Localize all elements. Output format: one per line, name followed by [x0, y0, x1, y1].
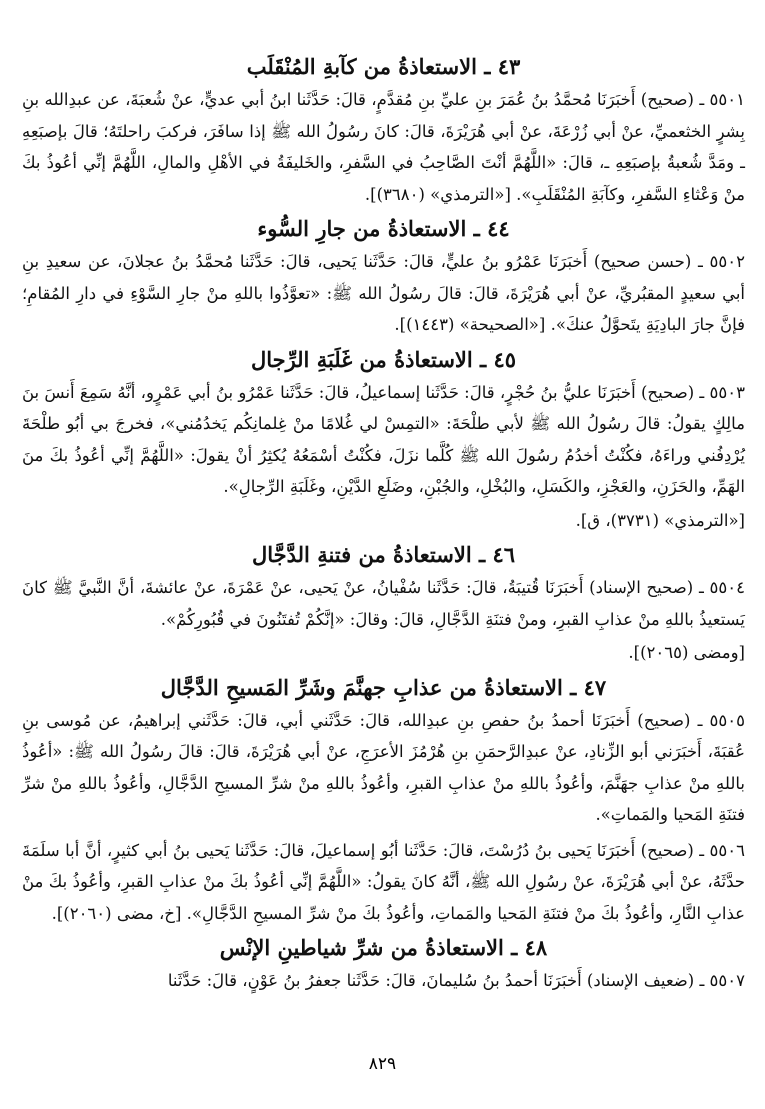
section-heading-47: ٤٧ ـ الاستعاذةُ من عذابِ جهنَّمَ وشَرِّ المَسيحِ الدَّجَّال: [160, 674, 607, 700]
section-heading-46: ٤٦ ـ الاستعاذةُ من فتنةِ الدَّجَّال: [252, 542, 515, 567]
section-heading-43: ٤٣ ـ الاستعاذةُ من كآبةِ المُنْقَلَب: [246, 54, 521, 79]
hadith-5505: ٥٥٠٥ ـ (صحيح) أَخبَرَنَا أحمدُ بنُ حفصِ بنِ عبدِالله، قالَ: حَدَّثَني أبي، قالَ: حَدَّثَني إبراهيمُ، عن مُوسى بنِ عُقبَةَ، أَخبَرَني أبو الزِّنادِ، عنْ عبدِالرَّحمَنِ بنِ هُرْمُزَ الأعرَجِ، عنْ أبي هُرَيْرَةَ، قالَ: قالَ رسُولُ الله ﷺ: «أعُوذُ باللهِ منْ عذابِ جهَنَّمَ، وأعُوذُ باللهِ منْ عذابِ القبرِ، وأعُوذُ باللهِ منْ شرِّ المسيحِ الدَّجَّالِ، وأعُوذُ باللهِ منْ شرِّ فتنَةِ المَحيا والمَماتِ».: [22, 710, 745, 824]
hadith-5503: ٥٥٠٣ ـ (صحيح) أَخبَرَنَا عليُّ بنُ حُجْرٍ، قالَ: حَدَّثَنا إسماعيلُ، قالَ: حَدَّثَنا عَمْرُو بنُ أبي عَمْرٍو، أنَّهُ سَمِعَ أَنسَ بنَ مالِكٍ يقولُ: قالَ رسُولُ الله ﷺ لأبي طلْحَةَ: «التمِسْ لي غُلامًا منْ غِلمانِكُم يَخدُمُني»، فخرجَ بي أبُو طلْحَةَ يُرْدِفُني وراءَهُ، فكُنْتُ أخدُمُ رسُولَ الله ﷺ كُلَّما نزَلَ، فكُنْتُ أسْمَعُهُ يُكثِرُ أنْ يقولَ: «اللَّهُمَّ إنِّي أعُوذُ بكَ منَ الهَمِّ، والحَزَنِ، والعَجْزِ، والكَسَلِ، والبُخْلِ، والجُبْنِ، وضَلَعِ الدَّيْنِ، وغَلَبَةِ الرِّجالِ».: [22, 382, 745, 496]
section-heading-44: ٤٤ ـ الاستعاذةُ من جارِ السُّوء: [257, 216, 510, 241]
hadith-5504: ٥٥٠٤ ـ (صحيح الإسناد) أَخبَرَنَا قُتيبَةُ، قالَ: حَدَّثَنا سُفْيانُ، عنْ يَحيى، عنْ عَمْرَةَ، عنْ عائشةَ، أنَّ النَّبيَّ ﷺ كانَ يَستعيذُ باللهِ منْ عذابِ القبرِ، ومنْ فتنَةِ الدَّجَّالِ، قالَ: وقالَ: «إنَّكُمْ تُفتَنُونَ في قُبُورِكُمْ».: [22, 578, 745, 629]
hadith-5501: ٥٥٠١ ـ (صحيح) أَخبَرَنَا مُحمَّدُ بنُ عُمَرَ بنِ عليِّ بنِ مُقدَّمٍ، قالَ: حَدَّثَنا ابنُ أبي عديٍّ، عنْ شُعبَةَ، عن عبدِالله بنِ بِشرٍ الخثعميِّ، عنْ أبي زُرْعَةَ، عنْ أبي هُرَيْرَةَ، قالَ: كانَ رسُولُ الله ﷺ إذا سافَرَ، فركبَ راحلتَهُ؛ قالَ بإصبَعِهِ ـ ومَدَّ شُعبةُ بإصبَعِهِ ـ، قالَ: «اللَّهُمَّ أنْتَ الصَّاحِبُ في السَّفرِ، والخَليفَةُ في الأهْلِ والمالِ، اللَّهُمَّ إنِّي أعُوذُ بكَ منْ وَعْثاءِ السَّفرِ، وكآبَةِ المُنْقَلَبِ». [«الترمذي» (٣٦٨٠)].: [22, 90, 745, 204]
hadith-5502: ٥٥٠٢ ـ (حسن صحيح) أَخبَرَنَا عَمْرُو بنُ عليٍّ، قالَ: حَدَّثَنا يَحيى، قالَ: حَدَّثَنا مُحمَّدُ بنُ عجلانَ، عن سعيدِ بنِ أبي سعيدٍ المقبُريِّ، عنْ أبي هُرَيْرَةَ، قالَ: قالَ رسُولُ الله ﷺ: «تعوَّذُوا باللهِ منْ جارِ السَّوْءِ في دارِ المُقامِ؛ فإنَّ جارَ البادِيَةِ يتَحوَّلُ عنكَ». [«الصحيحة» (١٤٤٣)].: [22, 252, 745, 334]
hadith-5506: ٥٥٠٦ ـ (صحيح) أَخبَرَنَا يَحيى بنُ دُرُسْتَ، قالَ: حَدَّثَنا أبُو إسماعيلَ، قالَ: حَدَّثَنا يَحيى بنُ أبي كثيرٍ، أنَّ أبا سلَمَةَ حدَّثَهُ، عنْ أبي هُرَيْرَةَ، عنْ رسُولِ الله ﷺ، أنَّهُ كانَ يقولُ: «اللَّهُمَّ إنِّي أعُوذُ بكَ منْ عذابِ القبرِ، وأعُوذُ بكَ منْ عذابِ النَّارِ، وأعُوذُ بكَ منْ فتنَةِ المَحيا والمَماتِ، وأعُوذُ بكَ منْ شرِّ المسيحِ الدَّجَّالِ». [خ، مضى (٢٠٦٠)].: [22, 840, 745, 923]
section-heading-45: ٤٥ ـ الاستعاذةُ من غَلَبَةِ الرِّجال: [250, 346, 517, 372]
section-heading-48: ٤٨ ـ الاستعاذةُ من شرِّ شياطينِ الإنْس: [219, 935, 548, 960]
hadith-5507: ٥٥٠٧ ـ (ضعيف الإسناد) أَخبَرَنَا أحمدُ بنُ سُليمانَ، قالَ: حَدَّثَنا جعفرُ بنُ عَوْنٍ، قالَ: حَدَّثَنا: [167, 971, 745, 990]
hadith-5504-reference: [ومضى (٢٠٦٥)].: [628, 643, 745, 662]
hadith-5503-reference: [«الترمذي» (٣٧٣١)، ق].: [575, 510, 745, 530]
page-number: ٨٢٩: [368, 1054, 397, 1074]
